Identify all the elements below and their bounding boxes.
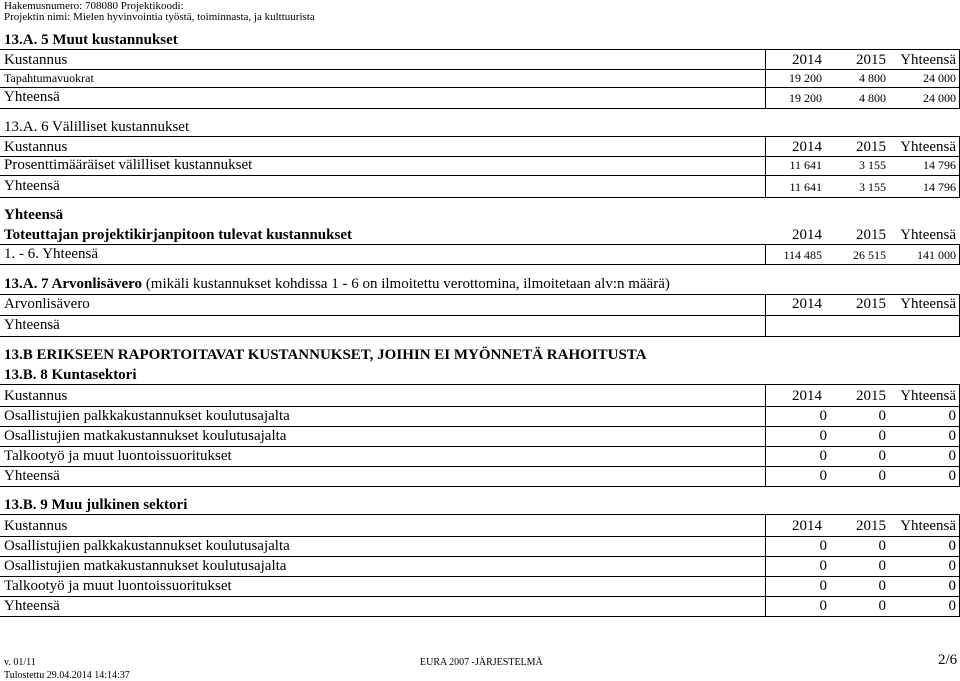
column-divider — [765, 384, 766, 486]
table-cell-2014: 0 — [819, 598, 827, 614]
section-7-title-note: (mikäli kustannukset kohdissa 1 - 6 on ilmoitettu verottomina, ilmoitetaan alv:n määrä) — [142, 276, 670, 292]
section-8-col-cost: Kustannus — [4, 388, 68, 404]
section-8-col-2015: 2015 — [856, 388, 886, 404]
divider — [0, 315, 960, 316]
footer-printed: Tulostettu 29.04.2014 14:14:37 — [4, 670, 130, 681]
table-cell-2014: 0 — [819, 448, 827, 464]
column-divider — [765, 514, 766, 616]
divider — [0, 108, 960, 109]
divider — [0, 384, 960, 385]
divider — [0, 197, 960, 198]
footer-page-number: 2/6 — [938, 652, 958, 668]
column-divider — [765, 49, 766, 108]
divider — [0, 466, 960, 467]
section-9-col-2015: 2015 — [856, 518, 886, 534]
table-cell-2015: 4 800 — [859, 71, 886, 85]
divider — [0, 556, 960, 557]
table-row-label: Osallistujien matkakustannukset koulutusajalta — [4, 428, 287, 444]
table-cell-2015: 0 — [878, 558, 886, 574]
footer-system: EURA 2007 -JÄRJESTELMÄ — [420, 657, 543, 668]
header-project-name: Projektin nimi: Mielen hyvinvointia työstä, toiminnasta, ja kulttuurista — [4, 11, 315, 23]
section-6-col-2014: 2014 — [792, 139, 822, 155]
section-8-col-2014: 2014 — [792, 388, 822, 404]
divider — [0, 136, 960, 137]
section-9-col-total: Yhteensä — [900, 518, 956, 534]
section-8-title: 13.B. 8 Kuntasektori — [4, 367, 137, 383]
section-7-title-bold: 13.A. 7 Arvonlisävero — [4, 276, 143, 292]
divider — [0, 69, 960, 70]
table-cell-total: 24 000 — [923, 71, 956, 85]
table-row-label: Talkootyö ja muut luontoissuoritukset — [4, 448, 232, 464]
divider — [0, 336, 960, 337]
table-cell-2015: 0 — [878, 468, 886, 484]
divider — [0, 264, 960, 265]
section-9-col-2014: 2014 — [792, 518, 822, 534]
table-row-label: Yhteensä — [4, 178, 60, 194]
section-7-col-total: Yhteensä — [900, 296, 956, 312]
section-9-title: 13.B. 9 Muu julkinen sektori — [4, 497, 188, 513]
divider — [0, 426, 960, 427]
divider — [0, 616, 960, 617]
table-cell-total: 14 796 — [923, 158, 956, 172]
summary-subtitle: Toteuttajan projektikirjanpitoon tulevat kustannukset — [4, 227, 352, 243]
section-7-row-label: Yhteensä — [4, 317, 60, 333]
section-6-col-total: Yhteensä — [900, 139, 956, 155]
divider — [0, 294, 960, 295]
summary-row-label: 1. - 6. Yhteensä — [4, 246, 98, 262]
section-5-col-total: Yhteensä — [900, 52, 956, 68]
table-cell-2015: 0 — [878, 578, 886, 594]
divider — [0, 87, 960, 88]
table-cell-2014: 0 — [819, 428, 827, 444]
table-cell-total: 0 — [948, 408, 956, 424]
table-cell-2015: 0 — [878, 428, 886, 444]
table-row-label: Tapahtumavuokrat — [4, 71, 94, 85]
section-5-col-2014: 2014 — [792, 52, 822, 68]
table-cell-total: 14 796 — [923, 180, 956, 194]
table-cell-total: 0 — [948, 598, 956, 614]
summary-col-total: Yhteensä — [900, 227, 956, 243]
divider — [0, 406, 960, 407]
table-cell-total: 0 — [948, 578, 956, 594]
section-7-col-2015: 2015 — [856, 296, 886, 312]
divider — [0, 175, 960, 176]
summary-col-2014: 2014 — [792, 227, 822, 243]
divider — [0, 596, 960, 597]
summary-cell-2014: 114 485 — [783, 248, 822, 262]
section-7-col-2014: 2014 — [792, 296, 822, 312]
section-6-col-cost: Kustannus — [4, 139, 68, 155]
summary-cell-2015: 26 515 — [853, 248, 886, 262]
table-cell-total: 0 — [948, 448, 956, 464]
summary-title: Yhteensä — [4, 207, 64, 223]
section-7-col-vat: Arvonlisävero — [4, 296, 90, 312]
table-cell-2015: 3 155 — [859, 180, 886, 194]
footer-version: v. 01/11 — [4, 657, 36, 668]
section-b-title: 13.B ERIKSEEN RAPORTOITAVAT KUSTANNUKSET, JOIHIN EI MYÖNNETÄ RAHOITUSTA — [4, 347, 647, 363]
table-cell-total: 0 — [948, 468, 956, 484]
table-cell-total: 0 — [948, 428, 956, 444]
column-divider — [765, 244, 766, 264]
divider — [0, 49, 960, 50]
table-cell-total: 0 — [948, 538, 956, 554]
table-row-label: Osallistujien palkkakustannukset koulutusajalta — [4, 408, 290, 424]
table-cell-2015: 4 800 — [859, 91, 886, 105]
table-cell-2015: 0 — [878, 408, 886, 424]
table-row-label: Osallistujien palkkakustannukset koulutusajalta — [4, 538, 290, 554]
table-cell-2014: 19 200 — [789, 71, 822, 85]
divider — [0, 514, 960, 515]
header-application-number: Hakemusnumero: 708080 Projektikoodi: — [4, 0, 184, 12]
section-8-col-total: Yhteensä — [900, 388, 956, 404]
table-row-label: Talkootyö ja muut luontoissuoritukset — [4, 578, 232, 594]
divider — [0, 576, 960, 577]
table-cell-2014: 19 200 — [789, 91, 822, 105]
section-6-col-2015: 2015 — [856, 139, 886, 155]
table-cell-2014: 11 641 — [789, 158, 822, 172]
table-cell-2014: 0 — [819, 468, 827, 484]
table-row-label: Osallistujien matkakustannukset koulutusajalta — [4, 558, 287, 574]
summary-cell-total: 141 000 — [917, 248, 956, 262]
table-cell-2014: 0 — [819, 538, 827, 554]
divider — [0, 486, 960, 487]
table-row-label: Yhteensä — [4, 468, 60, 484]
table-cell-2014: 11 641 — [789, 180, 822, 194]
table-cell-2015: 0 — [878, 538, 886, 554]
table-cell-2015: 3 155 — [859, 158, 886, 172]
summary-col-2015: 2015 — [856, 227, 886, 243]
section-6-title: 13.A. 6 Välilliset kustannukset — [4, 119, 190, 135]
table-cell-total: 24 000 — [923, 91, 956, 105]
column-divider — [765, 294, 766, 336]
table-row-label: Prosenttimääräiset välilliset kustannukset — [4, 157, 253, 173]
section-9-col-cost: Kustannus — [4, 518, 68, 534]
section-7-title — [4, 276, 670, 293]
table-row-label: Yhteensä — [4, 89, 60, 105]
section-5-col-2015: 2015 — [856, 52, 886, 68]
table-cell-2015: 0 — [878, 448, 886, 464]
table-cell-total: 0 — [948, 558, 956, 574]
divider — [0, 536, 960, 537]
table-cell-2014: 0 — [819, 578, 827, 594]
table-cell-2015: 0 — [878, 598, 886, 614]
divider — [0, 244, 960, 245]
divider — [0, 446, 960, 447]
section-5-col-cost: Kustannus — [4, 52, 68, 68]
column-divider — [765, 136, 766, 197]
table-cell-2014: 0 — [819, 408, 827, 424]
table-row-label: Yhteensä — [4, 598, 60, 614]
table-cell-2014: 0 — [819, 558, 827, 574]
section-5-title: 13.A. 5 Muut kustannukset — [4, 32, 178, 48]
